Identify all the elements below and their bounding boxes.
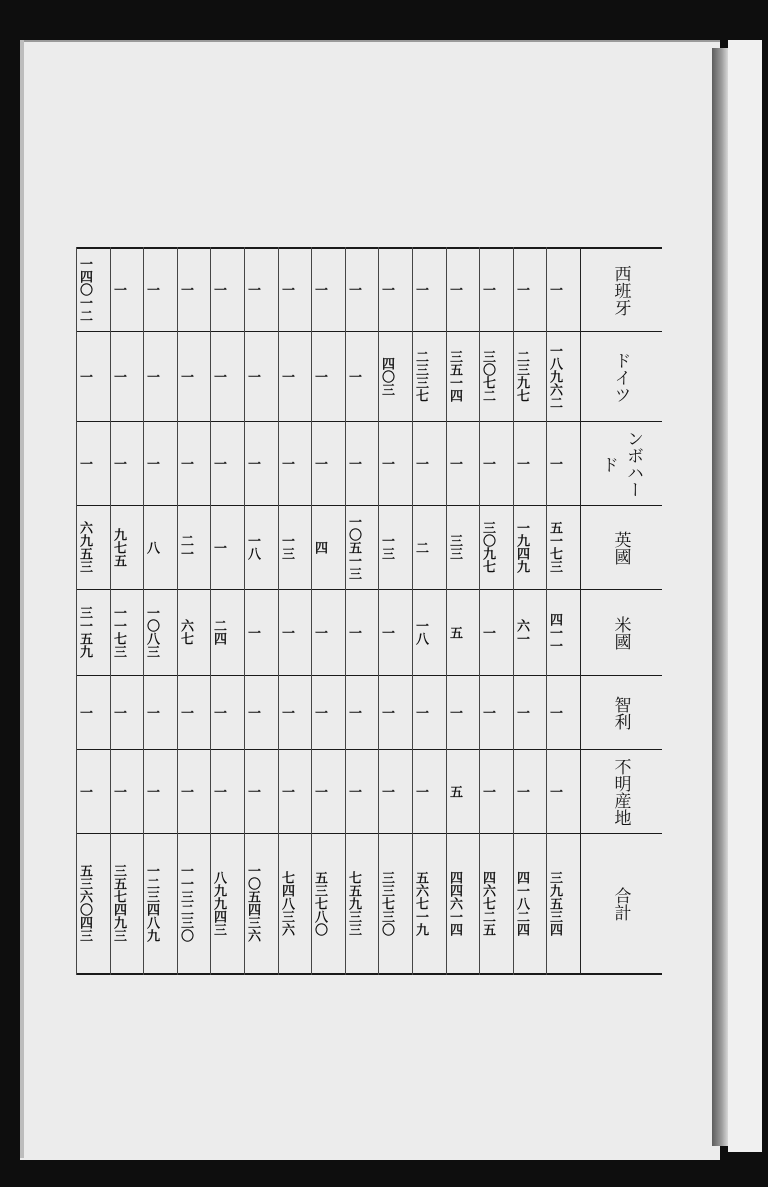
table-cell: 二三九七	[513, 350, 529, 402]
table-cell: 一	[177, 456, 193, 470]
table-cell: 三三	[446, 534, 462, 560]
header-total: 合計	[610, 887, 631, 921]
table-cell: 一	[412, 456, 428, 470]
table-rule	[76, 833, 662, 834]
page-left-edge	[20, 40, 24, 1158]
trade-table	[76, 247, 662, 975]
table-cell: 四一一	[546, 612, 562, 652]
table-cell: 一	[412, 784, 428, 798]
table-cell: 一	[412, 282, 428, 296]
table-cell: 一	[311, 369, 327, 383]
table-cell: 一	[278, 784, 294, 798]
header-chile: 智利	[610, 696, 631, 730]
table-cell: 二三三七	[412, 350, 428, 402]
table-cell: 一	[244, 282, 260, 296]
table-cell: 一	[446, 456, 462, 470]
table-cell: 一	[76, 784, 92, 798]
table-cell: 一	[479, 625, 495, 639]
table-cell: 一	[76, 369, 92, 383]
table-cell: 一	[546, 282, 562, 296]
table-cell: 一	[177, 369, 193, 383]
table-cell: 一	[177, 784, 193, 798]
table-cell: 一	[110, 705, 126, 719]
table-cell: 一	[244, 456, 260, 470]
table-cell: 六九五三	[76, 521, 92, 573]
table-cell: 一	[210, 705, 226, 719]
table-cell: 四〇三	[378, 356, 394, 396]
table-cell: 五	[446, 625, 462, 639]
table-cell: 一	[378, 784, 394, 798]
table-cell: 一	[311, 282, 327, 296]
header-germany: ドイツ	[610, 351, 631, 403]
table-cell: 三一五九	[76, 606, 92, 658]
table-cell: 三〇九七	[479, 521, 495, 573]
table-cell: 一八	[244, 534, 260, 560]
header-hamburg: ンボハード	[598, 430, 643, 498]
table-cell: 一	[345, 369, 361, 383]
table-cell: 三五一四	[446, 350, 462, 402]
table-cell: 一	[278, 369, 294, 383]
header-spain: 西班牙	[610, 264, 631, 316]
table-cell: 一	[513, 705, 529, 719]
table-cell: 一一三二三〇	[177, 864, 193, 942]
table-cell: 一三	[278, 534, 294, 560]
header-divider	[580, 247, 581, 975]
page-binding-edge	[712, 48, 728, 1146]
table-cell: 六一	[513, 619, 529, 645]
table-rule	[76, 589, 662, 590]
table-cell: 一	[278, 625, 294, 639]
table-cell: 一	[513, 282, 529, 296]
table-cell: 一	[446, 705, 462, 719]
table-cell: 二	[412, 540, 428, 554]
table-cell: 一	[76, 456, 92, 470]
table-cell: 三〇七二	[479, 350, 495, 402]
table-cell: 一	[110, 282, 126, 296]
table-cell: 一	[479, 784, 495, 798]
table-cell: 一	[143, 282, 159, 296]
table-cell: 一	[479, 705, 495, 719]
table-cell: 一八	[412, 619, 428, 645]
table-cell: 一	[311, 784, 327, 798]
table-cell: 一	[311, 456, 327, 470]
table-cell: 一	[546, 456, 562, 470]
table-cell: 一	[513, 456, 529, 470]
table-cell: 一八九六二	[546, 343, 562, 409]
table-cell: 四一八二四	[513, 870, 529, 936]
table-cell: 一	[110, 456, 126, 470]
table-cell: 一一七三	[110, 606, 126, 658]
table-cell: 八九九四三	[210, 870, 226, 936]
table-cell: 一	[143, 705, 159, 719]
table-cell: 一	[378, 282, 394, 296]
table-cell: 一	[110, 784, 126, 798]
table-cell: 四四六一四	[446, 870, 462, 936]
table-cell: 一	[412, 705, 428, 719]
table-cell: 一	[244, 705, 260, 719]
table-cell: 一	[311, 625, 327, 639]
table-cell: 五三七八〇	[311, 870, 327, 936]
table-cell: 五一七三	[546, 521, 562, 573]
table-cell: 一	[210, 456, 226, 470]
table-cell: 一二三四八九	[143, 864, 159, 942]
table-cell: 一	[378, 456, 394, 470]
table-cell: 一	[143, 456, 159, 470]
table-cell: 一	[143, 784, 159, 798]
table-cell: 六七	[177, 619, 193, 645]
table-cell: 四六七二五	[479, 870, 495, 936]
table-cell: 一	[210, 282, 226, 296]
table-cell: 一	[244, 625, 260, 639]
table-cell: 一	[177, 705, 193, 719]
table-cell: 一	[210, 540, 226, 554]
table-cell: 一	[345, 456, 361, 470]
table-cell: 一〇八三	[143, 606, 159, 658]
table-cell: 一	[143, 369, 159, 383]
table-cell: 一九四九	[513, 521, 529, 573]
table-cell: 一	[446, 282, 462, 296]
table-cell: 三五七四九三	[110, 864, 126, 942]
table-cell: 一三	[378, 534, 394, 560]
table-cell: 一	[479, 282, 495, 296]
table-cell: 一〇五一三	[345, 514, 361, 580]
table-cell: 一	[345, 784, 361, 798]
table-cell: 三三七三〇	[378, 870, 394, 936]
table-cell: 二一	[177, 534, 193, 560]
table-cell: 一	[278, 282, 294, 296]
header-unknown-origin: 不明産地	[610, 758, 631, 826]
table-cell: 一	[378, 625, 394, 639]
table-rule	[76, 505, 662, 506]
table-cell: 一	[546, 784, 562, 798]
table-cell: 五三六〇四三	[76, 864, 92, 942]
table-cell: 一	[546, 705, 562, 719]
table-cell: 七四八三六	[278, 870, 294, 936]
table-cell: 三九五三四	[546, 870, 562, 936]
table-cell: 一	[210, 369, 226, 383]
header-usa: 米國	[610, 616, 631, 650]
table-cell: 四	[311, 540, 327, 554]
table-cell: 一	[479, 456, 495, 470]
table-rule	[76, 749, 662, 750]
table-cell: 一	[345, 282, 361, 296]
table-cell: 二四	[210, 619, 226, 645]
table-cell: 一	[378, 705, 394, 719]
table-cell: 一	[278, 456, 294, 470]
table-cell: 一四〇一二	[76, 256, 92, 322]
table-cell: 一	[278, 705, 294, 719]
table-cell: 九七五	[110, 527, 126, 567]
table-cell: 一	[244, 369, 260, 383]
table-rule	[76, 421, 662, 422]
table-rule	[76, 331, 662, 332]
table-cell: 一	[345, 705, 361, 719]
table-cell: 五	[446, 784, 462, 798]
table-rule	[76, 973, 662, 975]
table-cell: 一〇五四三六	[244, 864, 260, 942]
table-cell: 七五九三三	[345, 870, 361, 936]
table-rule	[76, 675, 662, 676]
table-cell: 一	[210, 784, 226, 798]
table-cell: 一	[345, 625, 361, 639]
table-cell: 一	[110, 369, 126, 383]
table-cell: 八	[143, 540, 159, 554]
table-cell: 一	[244, 784, 260, 798]
table-cell: 一	[513, 784, 529, 798]
table-cell: 一	[76, 705, 92, 719]
table-rule	[76, 247, 662, 249]
header-britain: 英國	[610, 531, 631, 565]
table-cell: 一	[177, 282, 193, 296]
table-cell: 一	[311, 705, 327, 719]
table-cell: 五六七一九	[412, 870, 428, 936]
adjacent-page-strip	[728, 40, 762, 1152]
